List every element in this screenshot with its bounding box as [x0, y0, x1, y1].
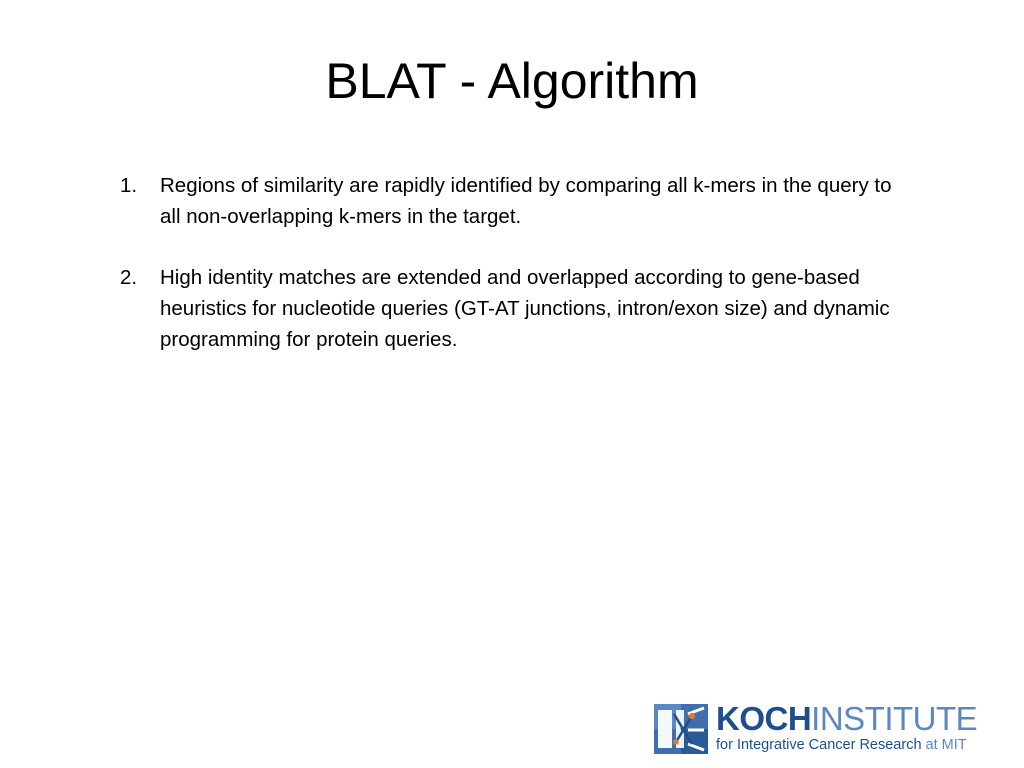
koch-institute-logo — [654, 702, 1016, 756]
logo-wordmark — [716, 702, 977, 736]
list-item — [120, 262, 900, 355]
logo-subtitle — [716, 737, 967, 753]
numbered-list — [120, 170, 900, 385]
list-item-text: High identity matches are extended and overlapped according to gene-based heuristics for nucleotide queries (GT-AT junctions, intron/exon size) and dynamic programming for protein queries. — [160, 266, 890, 351]
list-item-number: 2. — [120, 266, 138, 289]
logo-word-institute: INSTITUTE — [811, 700, 978, 737]
list-item-number: 1. — [120, 174, 138, 197]
logo-subtitle-mit: at MIT — [921, 737, 967, 753]
koch-logo-mark-icon — [654, 704, 708, 754]
list-item-text: Regions of similarity are rapidly identified by comparing all k-mers in the query to all non-overlapping k-mers in the target. — [160, 174, 892, 228]
logo-word-koch: KOCH — [716, 700, 812, 737]
logo-subtitle-main: for Integrative Cancer Research — [716, 737, 922, 753]
list-item — [120, 170, 900, 232]
slide-title: BLAT - Algorithm — [325, 53, 699, 109]
